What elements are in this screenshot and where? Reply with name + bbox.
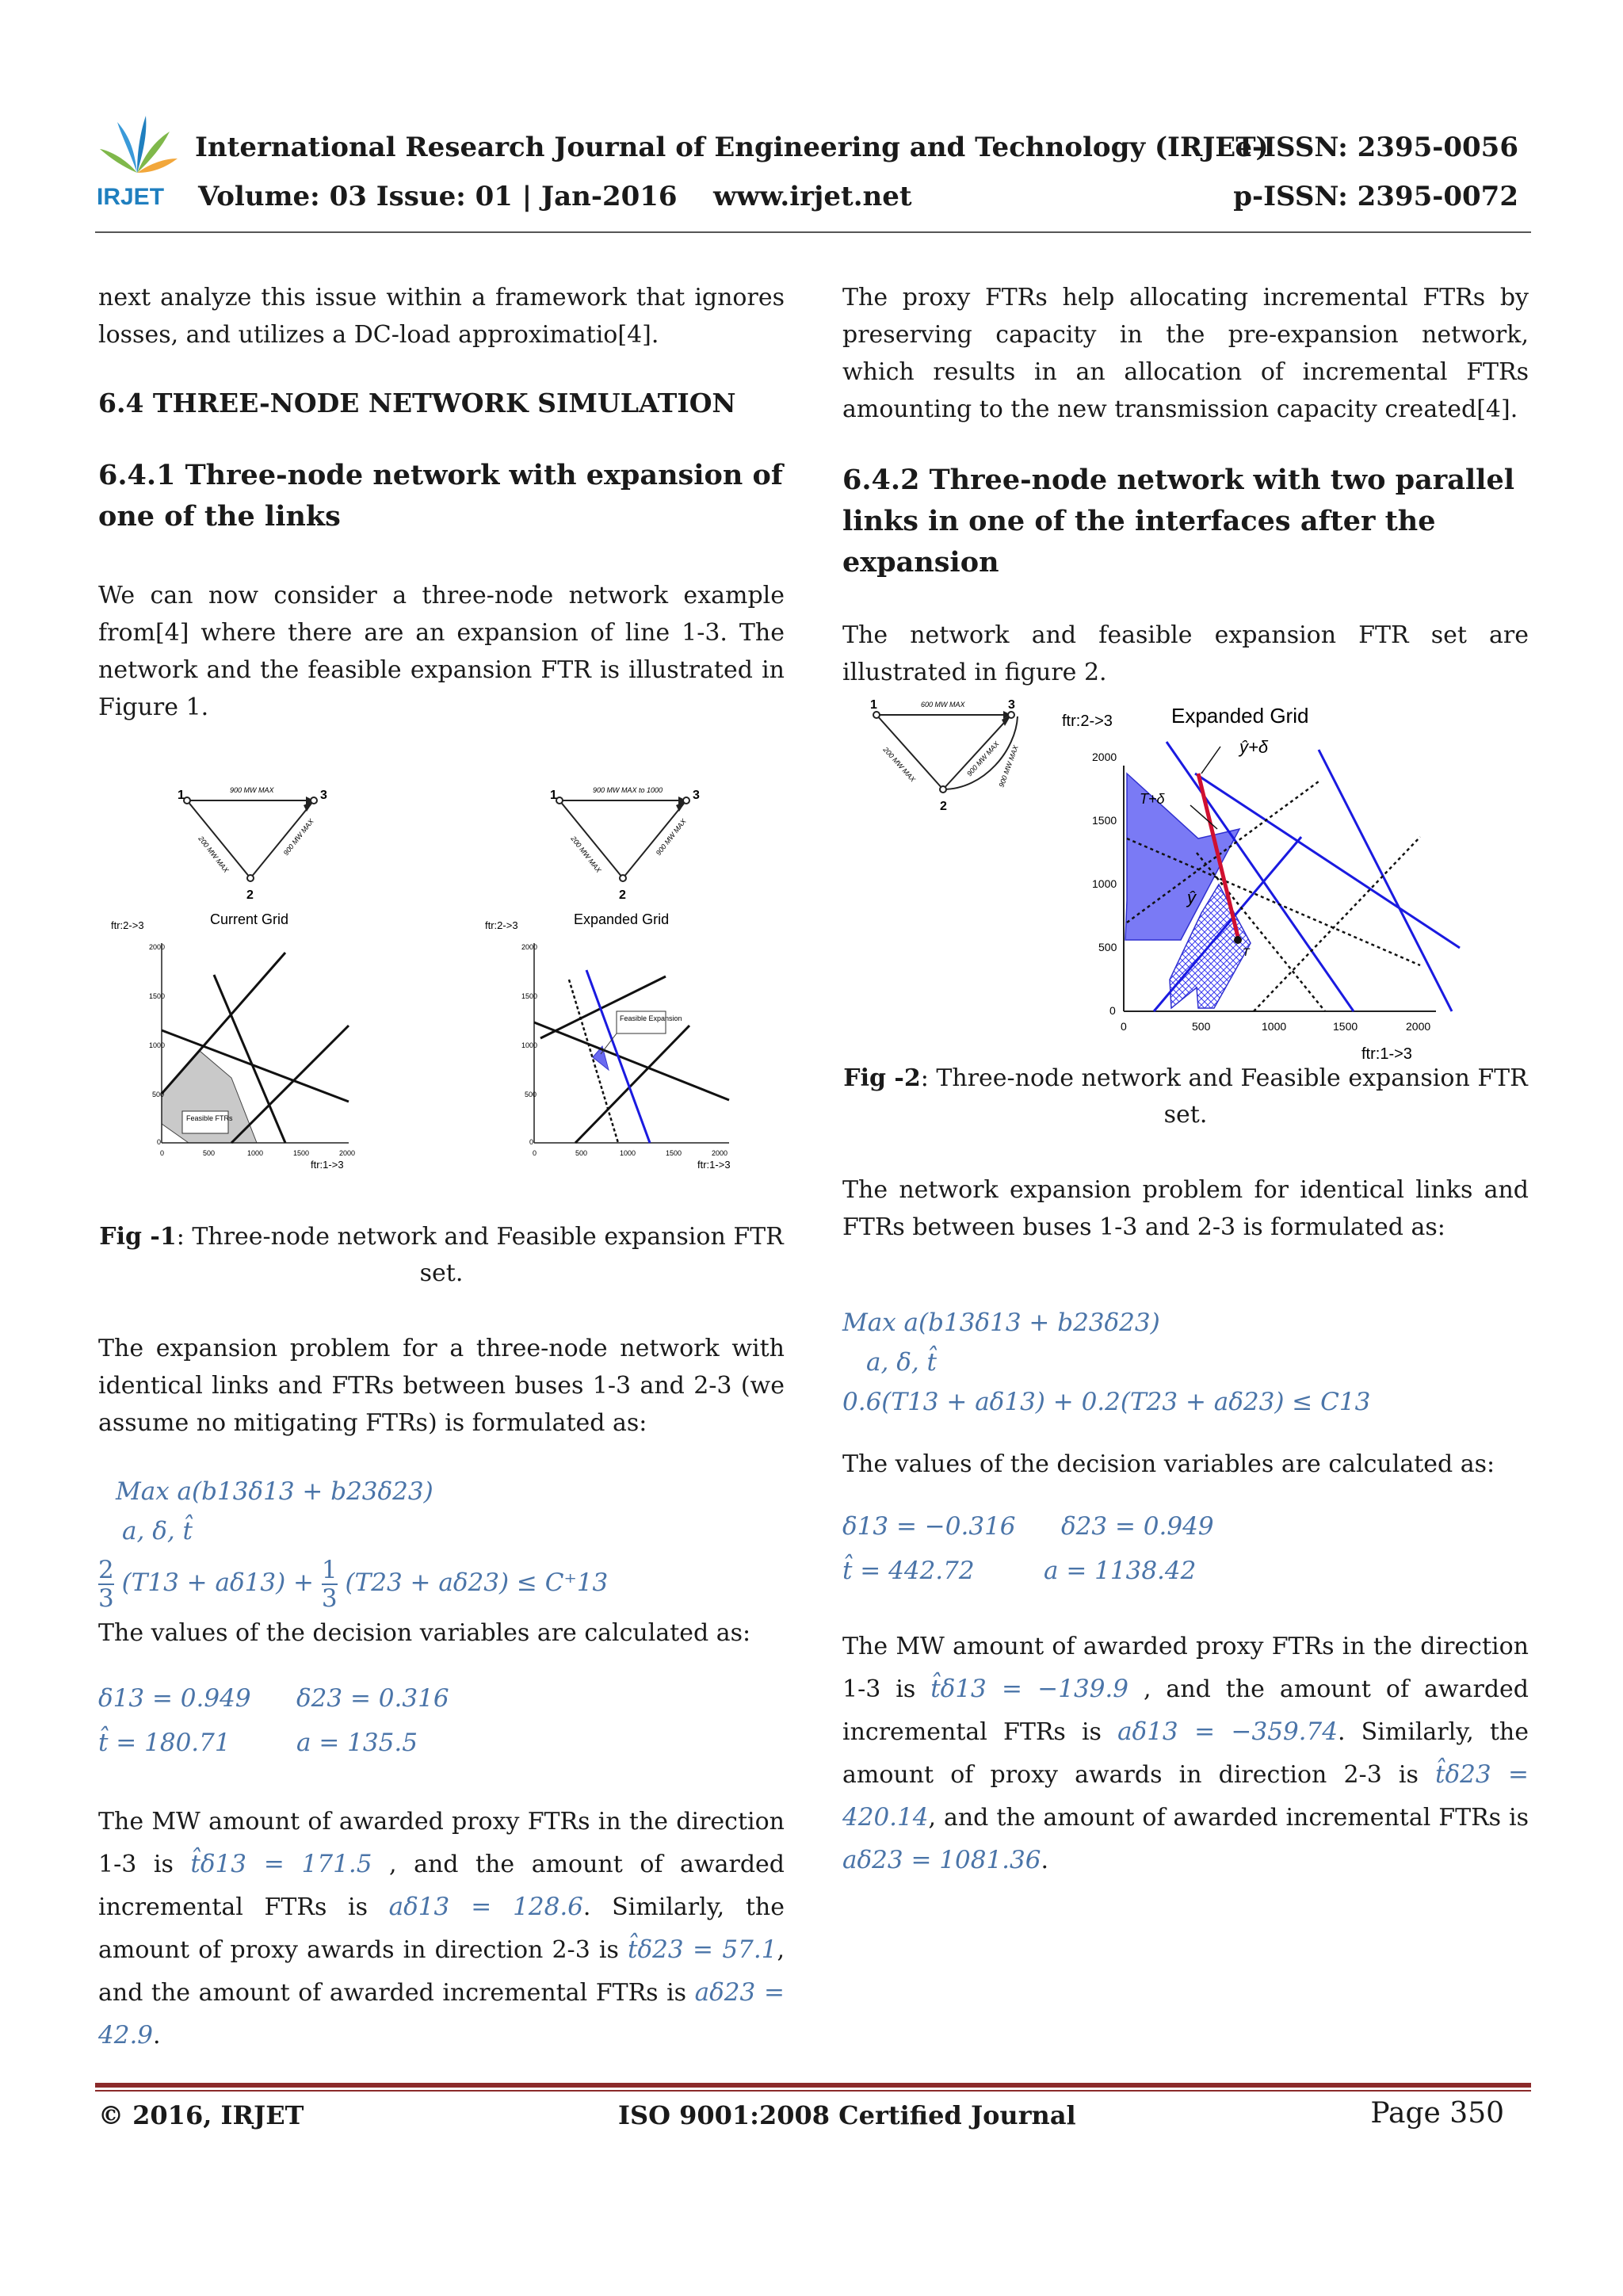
fig1-right-line23-label: 900 MW MAX bbox=[654, 817, 688, 858]
right-inline-m2: aδ13 = −359.74 bbox=[1117, 1717, 1338, 1746]
fig2-xtick-0: 0 bbox=[1121, 1020, 1127, 1033]
left-eq-frac2: $\frac{1}{3}$ bbox=[321, 1555, 338, 1613]
left-column-lower bbox=[98, 1330, 785, 2057]
header-rule bbox=[95, 231, 1531, 233]
fig1-right-ylabel: ftr:2->3 bbox=[485, 919, 518, 931]
fig1-left-xlabel: ftr:1->3 bbox=[311, 1159, 344, 1171]
fig1-right-plot bbox=[485, 919, 731, 1171]
left-eq-objective: Max a(b13δ13 + b23δ23) bbox=[116, 1477, 433, 1506]
subsection-heading-6-4-1: 6.4.1 Three-node network with expansion of one of the links bbox=[98, 459, 783, 533]
figure-1 bbox=[111, 769, 777, 1181]
fig2-ann-yhat-delta: ŷ+δ bbox=[1239, 737, 1269, 757]
fig2-plot bbox=[1062, 704, 1460, 1059]
right-para-4: The values of the decision variables are calculated as: bbox=[842, 1450, 1495, 1478]
fig1-left-node1: 1 bbox=[178, 789, 185, 802]
left-inline-m2: aδ13 = 128.6 bbox=[388, 1893, 583, 1921]
fig1-right-line12-label: 200 MW MAX bbox=[569, 835, 603, 874]
fig1-left-ytick-500: 500 bbox=[152, 1091, 165, 1098]
fig2-xtick-1500: 1500 bbox=[1333, 1020, 1358, 1033]
right-values-row1 bbox=[842, 1507, 1529, 1551]
fig1-left-plot bbox=[111, 919, 355, 1171]
fig1-left-ytick-2000: 2000 bbox=[149, 943, 166, 951]
right-eq-objective: Max a(b13δ13 + b23δ23) bbox=[842, 1308, 1160, 1337]
fig1-left-ytick-1500: 1500 bbox=[149, 992, 166, 1000]
fig2-ytick-2000: 2000 bbox=[1092, 751, 1117, 763]
left-value-that: t̂ = 180.71 bbox=[98, 1729, 231, 1757]
left-value-a: a = 135.5 bbox=[296, 1729, 418, 1757]
section-heading-6-4: 6.4 THREE-NODE NETWORK SIMULATION bbox=[98, 388, 736, 418]
fig1-right-node3: 3 bbox=[693, 789, 700, 802]
fig2-title: Expanded Grid bbox=[1171, 704, 1309, 728]
fig1-left-line23-label: 900 MW MAX bbox=[281, 817, 315, 858]
fig1-feasible-label: Feasible FTRs bbox=[186, 1114, 233, 1122]
fig2-caption-text: : Three-node network and Feasible expansion FTR set. bbox=[920, 1064, 1528, 1129]
left-inline-m1: t̂δ13 = 171.5 bbox=[190, 1850, 372, 1878]
right-value-that: t̂ = 442.72 bbox=[842, 1557, 975, 1585]
fig1-caption-label: Fig -1 bbox=[99, 1223, 177, 1251]
fig2-ann-t-delta: T+δ bbox=[1140, 791, 1165, 807]
fig1-right-xlabel: ftr:1->3 bbox=[697, 1159, 731, 1171]
fig2-ytick-1500: 1500 bbox=[1092, 814, 1117, 827]
right-value-a: a = 1138.42 bbox=[1044, 1557, 1197, 1585]
fig2-xtick-2000: 2000 bbox=[1406, 1020, 1431, 1033]
footer-rule-thin bbox=[95, 2090, 1531, 2092]
fig1-right-xtick-1500: 1500 bbox=[666, 1149, 682, 1157]
left-para-2: We can now consider a three-node network example from[4] where there are an expansion of line 1-3. The network and the feasible expansion FTR is illustrated in Figure 1. bbox=[98, 582, 785, 721]
fig1-left-network bbox=[178, 786, 327, 927]
fig2-node1: 1 bbox=[870, 698, 877, 712]
fig1-right-ytick-2000: 2000 bbox=[521, 943, 538, 951]
fig1-left-xtick-500: 500 bbox=[203, 1149, 216, 1157]
fig1-right-ytick-500: 500 bbox=[525, 1091, 537, 1098]
fig2-ann-yhat: ŷ bbox=[1187, 888, 1196, 907]
fig2-ann-t: T bbox=[1243, 946, 1250, 958]
fig1-left-xtick-1000: 1000 bbox=[247, 1149, 264, 1157]
fig2-node3: 3 bbox=[1008, 698, 1015, 712]
figure-2 bbox=[865, 694, 1484, 1059]
left-values-row1 bbox=[98, 1679, 785, 1723]
fig2-ytick-500: 500 bbox=[1098, 941, 1117, 953]
left-value-delta13: δ13 = 0.949 bbox=[98, 1684, 251, 1713]
right-values-row2 bbox=[842, 1551, 1529, 1595]
fig2-line23a-label: 900 MW MAX bbox=[965, 739, 1001, 778]
right-value-delta13: δ13 = −0.316 bbox=[842, 1512, 1016, 1541]
fig1-right-node1: 1 bbox=[550, 789, 557, 802]
logo-leaves-icon bbox=[100, 116, 178, 173]
fig1-left-title: Current Grid bbox=[210, 911, 289, 927]
footer-iso: ISO 9001:2008 Certified Journal bbox=[618, 2100, 1076, 2130]
fig2-network bbox=[870, 698, 1020, 813]
journal-title: International Research Journal of Engineering and Technology (IRJET) bbox=[195, 132, 1269, 163]
right-para-3: The network expansion problem for identical links and FTRs between buses 1-3 and 2-3 is formulated as: bbox=[842, 1176, 1529, 1241]
left-inline-m3: t̂δ23 = 57.1 bbox=[628, 1935, 777, 1964]
right-para-5: The MW amount of awarded proxy FTRs in the direction 1-3 is t̂δ13 = −139.9 , and the amount of awarded incremental FTRs is aδ13 = −359.74. Similarly, the amount of proxy awards in direction 2-3 is t̂δ23 = 420.14, and the amount of awarded incremental FTRs is aδ23 = 1081.36. bbox=[842, 1633, 1529, 1874]
fig1-right-xtick-1000: 1000 bbox=[620, 1149, 636, 1157]
left-para-1: next analyze this issue within a framework that ignores losses, and utilizes a DC-load approximatio[4]. bbox=[98, 284, 785, 349]
fig1-right-xtick-500: 500 bbox=[575, 1149, 588, 1157]
fig1-right-ytick-1000: 1000 bbox=[521, 1041, 538, 1049]
pissn: p-ISSN: 2395-0072 bbox=[1233, 181, 1518, 212]
right-para-2: The network and feasible expansion FTR set are illustrated in figure 2. bbox=[842, 621, 1529, 686]
fig1-left-node2: 2 bbox=[246, 888, 254, 902]
right-para-1: The proxy FTRs help allocating incremental FTRs by preserving capacity in the pre-expansion network, which results in an allocation of incremental FTRs amounting to the new transmission capacity created[4]. bbox=[842, 284, 1529, 423]
fig1-caption-text: : Three-node network and Feasible expansion FTR set. bbox=[176, 1223, 784, 1287]
fig1-right-network bbox=[550, 786, 700, 927]
left-eq-frac1: $\frac{2}{3}$ bbox=[98, 1555, 114, 1613]
fig2-ytick-1000: 1000 bbox=[1092, 877, 1117, 890]
fig1-expansion-label: Feasible Expansion bbox=[620, 1014, 682, 1022]
fig1-caption bbox=[98, 1219, 785, 1292]
footer-rule bbox=[95, 2083, 1531, 2088]
fig1-right-node2: 2 bbox=[619, 888, 626, 902]
fig1-right-title: Expanded Grid bbox=[574, 911, 670, 927]
fig2-line23b-label: 900 MW MAX bbox=[997, 744, 1020, 789]
right-column-lower bbox=[842, 1171, 1529, 1882]
eissn: e-ISSN: 2395-0056 bbox=[1235, 132, 1518, 163]
fig1-right-ytick-1500: 1500 bbox=[521, 992, 538, 1000]
fig1-left-line13-label: 900 MW MAX bbox=[230, 786, 274, 794]
fig2-caption-label: Fig -2 bbox=[843, 1064, 921, 1092]
right-inline-m4: aδ23 = 1081.36 bbox=[842, 1846, 1041, 1874]
fig2-xtick-500: 500 bbox=[1192, 1020, 1211, 1033]
fig2-node2: 2 bbox=[940, 800, 947, 813]
fig2-ytick-0: 0 bbox=[1109, 1004, 1116, 1017]
left-para-5: The MW amount of awarded proxy FTRs in the direction 1-3 is t̂δ13 = 171.5 , and the amount of awarded incremental FTRs is aδ13 = 128.6. Similarly, the amount of proxy awards in direction 2-3 is t̂δ23 = 57.1, and the amount of awarded incremental FTRs is aδ23 = 42.9. bbox=[98, 1808, 785, 2050]
left-inline-m4: aδ23 = 42.9 bbox=[98, 1978, 785, 2050]
fig1-left-line12-label: 200 MW MAX bbox=[197, 835, 231, 874]
fig1-right-xtick-2000: 2000 bbox=[712, 1149, 728, 1157]
footer-copyright: © 2016, IRJET bbox=[98, 2100, 304, 2130]
left-eq-variables: a, δ, t̂ bbox=[122, 1517, 193, 1545]
fig1-left-node3: 3 bbox=[320, 789, 327, 802]
fig2-xtick-1000: 1000 bbox=[1262, 1020, 1287, 1033]
fig2-ylabel: ftr:2->3 bbox=[1062, 712, 1113, 730]
subsection-heading-6-4-2: 6.4.2 Three-node network with two parallel links in one of the interfaces after the expansion bbox=[842, 464, 1515, 579]
fig2-xlabel: ftr:1->3 bbox=[1361, 1045, 1412, 1059]
logo-text: IRJET bbox=[97, 184, 165, 210]
website-link[interactable]: www.irjet.net bbox=[713, 181, 912, 212]
footer-page-number: Page 350 bbox=[1370, 2097, 1504, 2130]
fig1-left-ytick-0: 0 bbox=[157, 1138, 162, 1146]
right-value-delta23: δ23 = 0.949 bbox=[1061, 1512, 1214, 1541]
fig1-right-ytick-0: 0 bbox=[529, 1138, 534, 1146]
left-value-delta23: δ23 = 0.316 bbox=[296, 1684, 449, 1713]
right-inline-m3: t̂δ23 = 420.14 bbox=[842, 1760, 1529, 1832]
fig1-left-xtick-1500: 1500 bbox=[293, 1149, 310, 1157]
left-column bbox=[98, 279, 785, 726]
left-values-row2 bbox=[98, 1723, 785, 1767]
irjet-logo bbox=[94, 111, 181, 214]
fig1-left-xtick-2000: 2000 bbox=[339, 1149, 356, 1157]
fig1-right-xtick-0: 0 bbox=[533, 1149, 537, 1157]
fig1-left-xtick-0: 0 bbox=[160, 1149, 165, 1157]
right-eq-variables: a, δ, t̂ bbox=[866, 1348, 938, 1377]
volume-info: Volume: 03 Issue: 01 | Jan-2016 bbox=[198, 181, 678, 212]
fig2-line13-label: 600 MW MAX bbox=[921, 701, 965, 709]
left-eq-constraint: $\frac{2}{3}$ (T13 + aδ13) + $\frac{1}{3}$ (T23 + aδ23) ≤ C⁺13 bbox=[98, 1555, 609, 1613]
fig2-caption bbox=[842, 1060, 1529, 1133]
fig1-left-ytick-1000: 1000 bbox=[149, 1041, 166, 1049]
fig2-line12-label: 200 MW MAX bbox=[881, 745, 918, 784]
right-inline-m1: t̂δ13 = −139.9 bbox=[930, 1675, 1128, 1703]
right-column bbox=[842, 279, 1529, 691]
right-eq-constraint: 0.6(T13 + aδ13) + 0.2(T23 + aδ23) ≤ C13 bbox=[842, 1388, 1371, 1416]
left-para-4: The values of the decision variables are calculated as: bbox=[98, 1619, 751, 1647]
fig1-left-ylabel: ftr:2->3 bbox=[111, 919, 144, 931]
left-para-3: The expansion problem for a three-node network with identical links and FTRs between buses 1-3 and 2-3 (we assume no mitigating FTRs) is formulated as: bbox=[98, 1335, 785, 1437]
fig1-right-line13-label: 900 MW MAX to 1000 bbox=[593, 786, 663, 794]
